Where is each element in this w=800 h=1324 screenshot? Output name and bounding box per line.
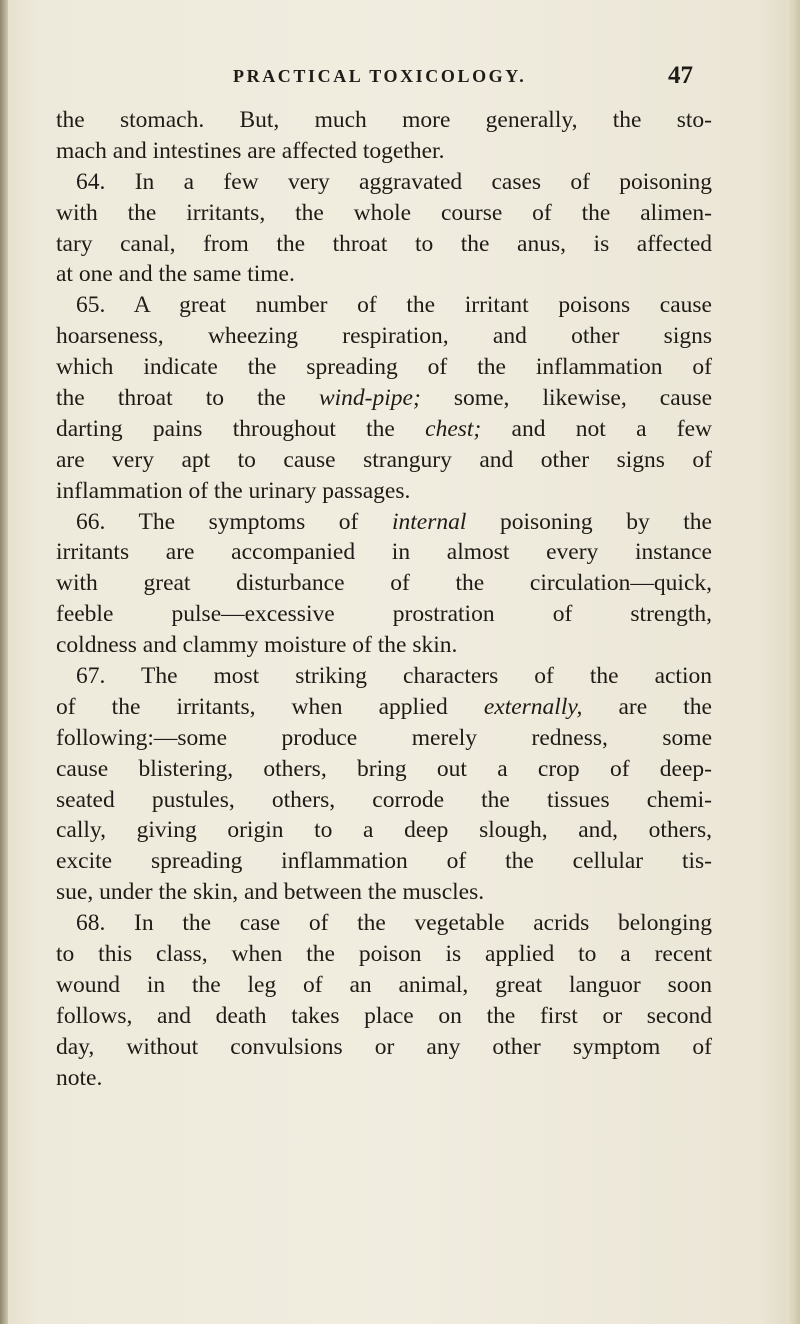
- text-line: note.: [56, 1064, 103, 1091]
- page-gutter-shadow: [0, 0, 8, 1324]
- italic-text: chest;: [425, 415, 482, 442]
- text-line: day, without convulsions or any other symptom of: [56, 1033, 712, 1060]
- text-line: feeble pulse—excessive prostration of strength,: [56, 601, 712, 628]
- text-line: inflammation of the urinary passages.: [56, 477, 411, 504]
- text-line: with great disturbance of the circulation—quick,: [56, 570, 712, 597]
- text-line: which indicate the spreading of the inflammation of: [56, 354, 712, 381]
- page-header: [233, 62, 693, 92]
- italic-text: internal: [391, 508, 467, 535]
- text-segment: poisoning by the: [466, 508, 712, 535]
- text-line: tary canal, from the throat to the anus, is affected: [56, 230, 712, 257]
- text-line: 68. In the case of the vegetable acrids belonging: [76, 910, 712, 937]
- text-segment: the throat to the: [56, 385, 319, 412]
- text-line: with the irritants, the whole course of the alimen-: [56, 199, 712, 226]
- text-line: 65. A great number of the irritant poisons cause: [76, 292, 712, 319]
- text-line: following:—some produce merely redness, some: [56, 724, 712, 751]
- text-segment: darting pains throughout the: [56, 415, 426, 442]
- text-segment: 66. The symptoms of: [76, 508, 392, 535]
- text-line: to this class, when the poison is applied to a recent: [56, 941, 712, 968]
- text-line: the stomach. But, much more generally, the sto-: [56, 107, 712, 133]
- text-line: [56, 692, 712, 723]
- body-text: [56, 105, 712, 1094]
- page-edge: [786, 0, 800, 1324]
- text-line: [56, 414, 712, 445]
- text-line: irritants are accompanied in almost every instance: [56, 539, 712, 566]
- text-segment: are the: [582, 693, 712, 720]
- text-line: [56, 507, 712, 538]
- text-line: hoarseness, wheezing respiration, and other signs: [56, 323, 712, 350]
- running-head: PRACTICAL TOXICOLOGY.: [233, 66, 527, 86]
- italic-text: wind-pipe;: [318, 385, 421, 412]
- text-line: excite spreading inflammation of the cellular tis-: [56, 848, 712, 875]
- text-line: [56, 383, 712, 414]
- text-segment: of the irritants, when applied: [56, 693, 484, 720]
- italic-text: externally,: [483, 693, 583, 720]
- text-line: coldness and clammy moisture of the skin.: [56, 632, 458, 659]
- text-line: wound in the leg of an animal, great languor soon: [56, 971, 712, 998]
- text-line: 67. The most striking characters of the action: [76, 663, 712, 690]
- text-segment: some, likewise, cause: [420, 385, 712, 412]
- text-line: at one and the same time.: [56, 261, 295, 288]
- text-segment: and not a few: [481, 415, 712, 442]
- text-line: 64. In a few very aggravated cases of poisoning: [76, 168, 712, 195]
- text-line: are very apt to cause strangury and other signs of: [56, 446, 712, 473]
- text-line: follows, and death takes place on the first or second: [56, 1002, 712, 1029]
- text-line: seated pustules, others, corrode the tissues chemi-: [56, 786, 712, 813]
- page-number: 47: [668, 62, 693, 89]
- text-line: sue, under the skin, and between the muscles.: [56, 879, 485, 906]
- text-line: cause blistering, others, bring out a crop of deep-: [56, 755, 712, 782]
- text-line: cally, giving origin to a deep slough, and, others,: [56, 817, 712, 844]
- text-line: mach and intestines are affected together.: [56, 137, 445, 164]
